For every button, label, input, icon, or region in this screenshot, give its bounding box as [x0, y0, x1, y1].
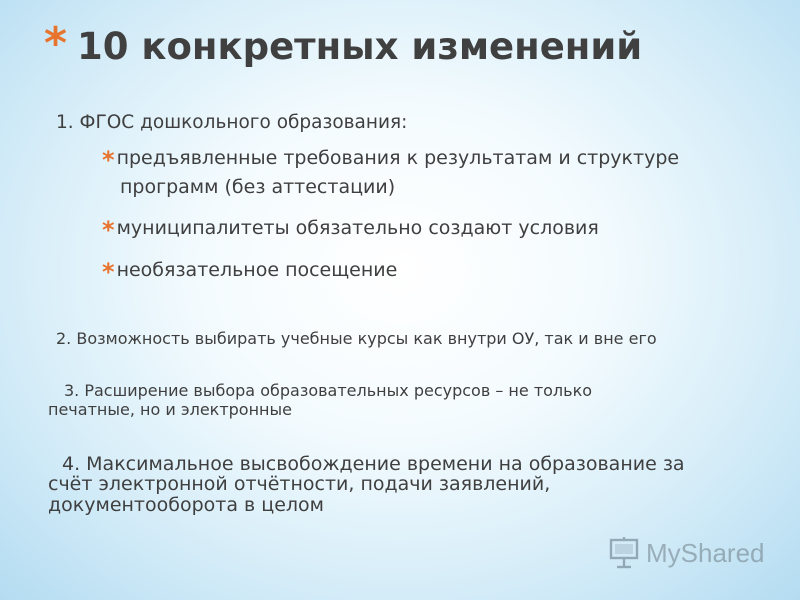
asterisk-bullet-icon: * — [44, 18, 68, 69]
list-item-4-continuation-1: счёт электронной отчётности, подачи заявлений, — [48, 473, 551, 495]
list-item-3-continuation: печатные, но и электронные — [48, 400, 292, 419]
list-item-4: 4. Максимальное высвобождение времени на образование за — [62, 453, 685, 475]
asterisk-bullet-icon: * — [102, 258, 115, 286]
asterisk-bullet-icon: * — [102, 146, 115, 174]
sub-item-3-text: необязательное посещение — [116, 259, 398, 281]
list-item-4-continuation-2: документооборота в целом — [48, 494, 324, 516]
list-item-3: 3. Расширение выбора образовательных ресурсов – не только — [64, 381, 593, 400]
sub-item-1-continuation: программ (без аттестации) — [120, 176, 396, 198]
sub-item-1-text: предъявленные требования к результатам и структуре — [116, 147, 680, 169]
watermark-text: MyShared — [646, 538, 765, 568]
sub-item-2 — [102, 214, 599, 242]
slide-title: 10 конкретных изменений — [77, 25, 643, 68]
sub-item-2-text: муниципалитеты обязательно создают условия — [116, 217, 599, 239]
asterisk-bullet-icon: * — [102, 216, 115, 244]
list-item-2: 2. Возможность выбирать учебные курсы как внутри ОУ, так и вне его — [56, 329, 657, 348]
sub-item-3 — [102, 256, 397, 284]
presentation-board-icon — [608, 536, 642, 570]
title-row — [44, 18, 643, 72]
sub-item-1 — [102, 144, 679, 172]
list-item-1: 1. ФГОС дошкольного образования: — [56, 112, 408, 133]
